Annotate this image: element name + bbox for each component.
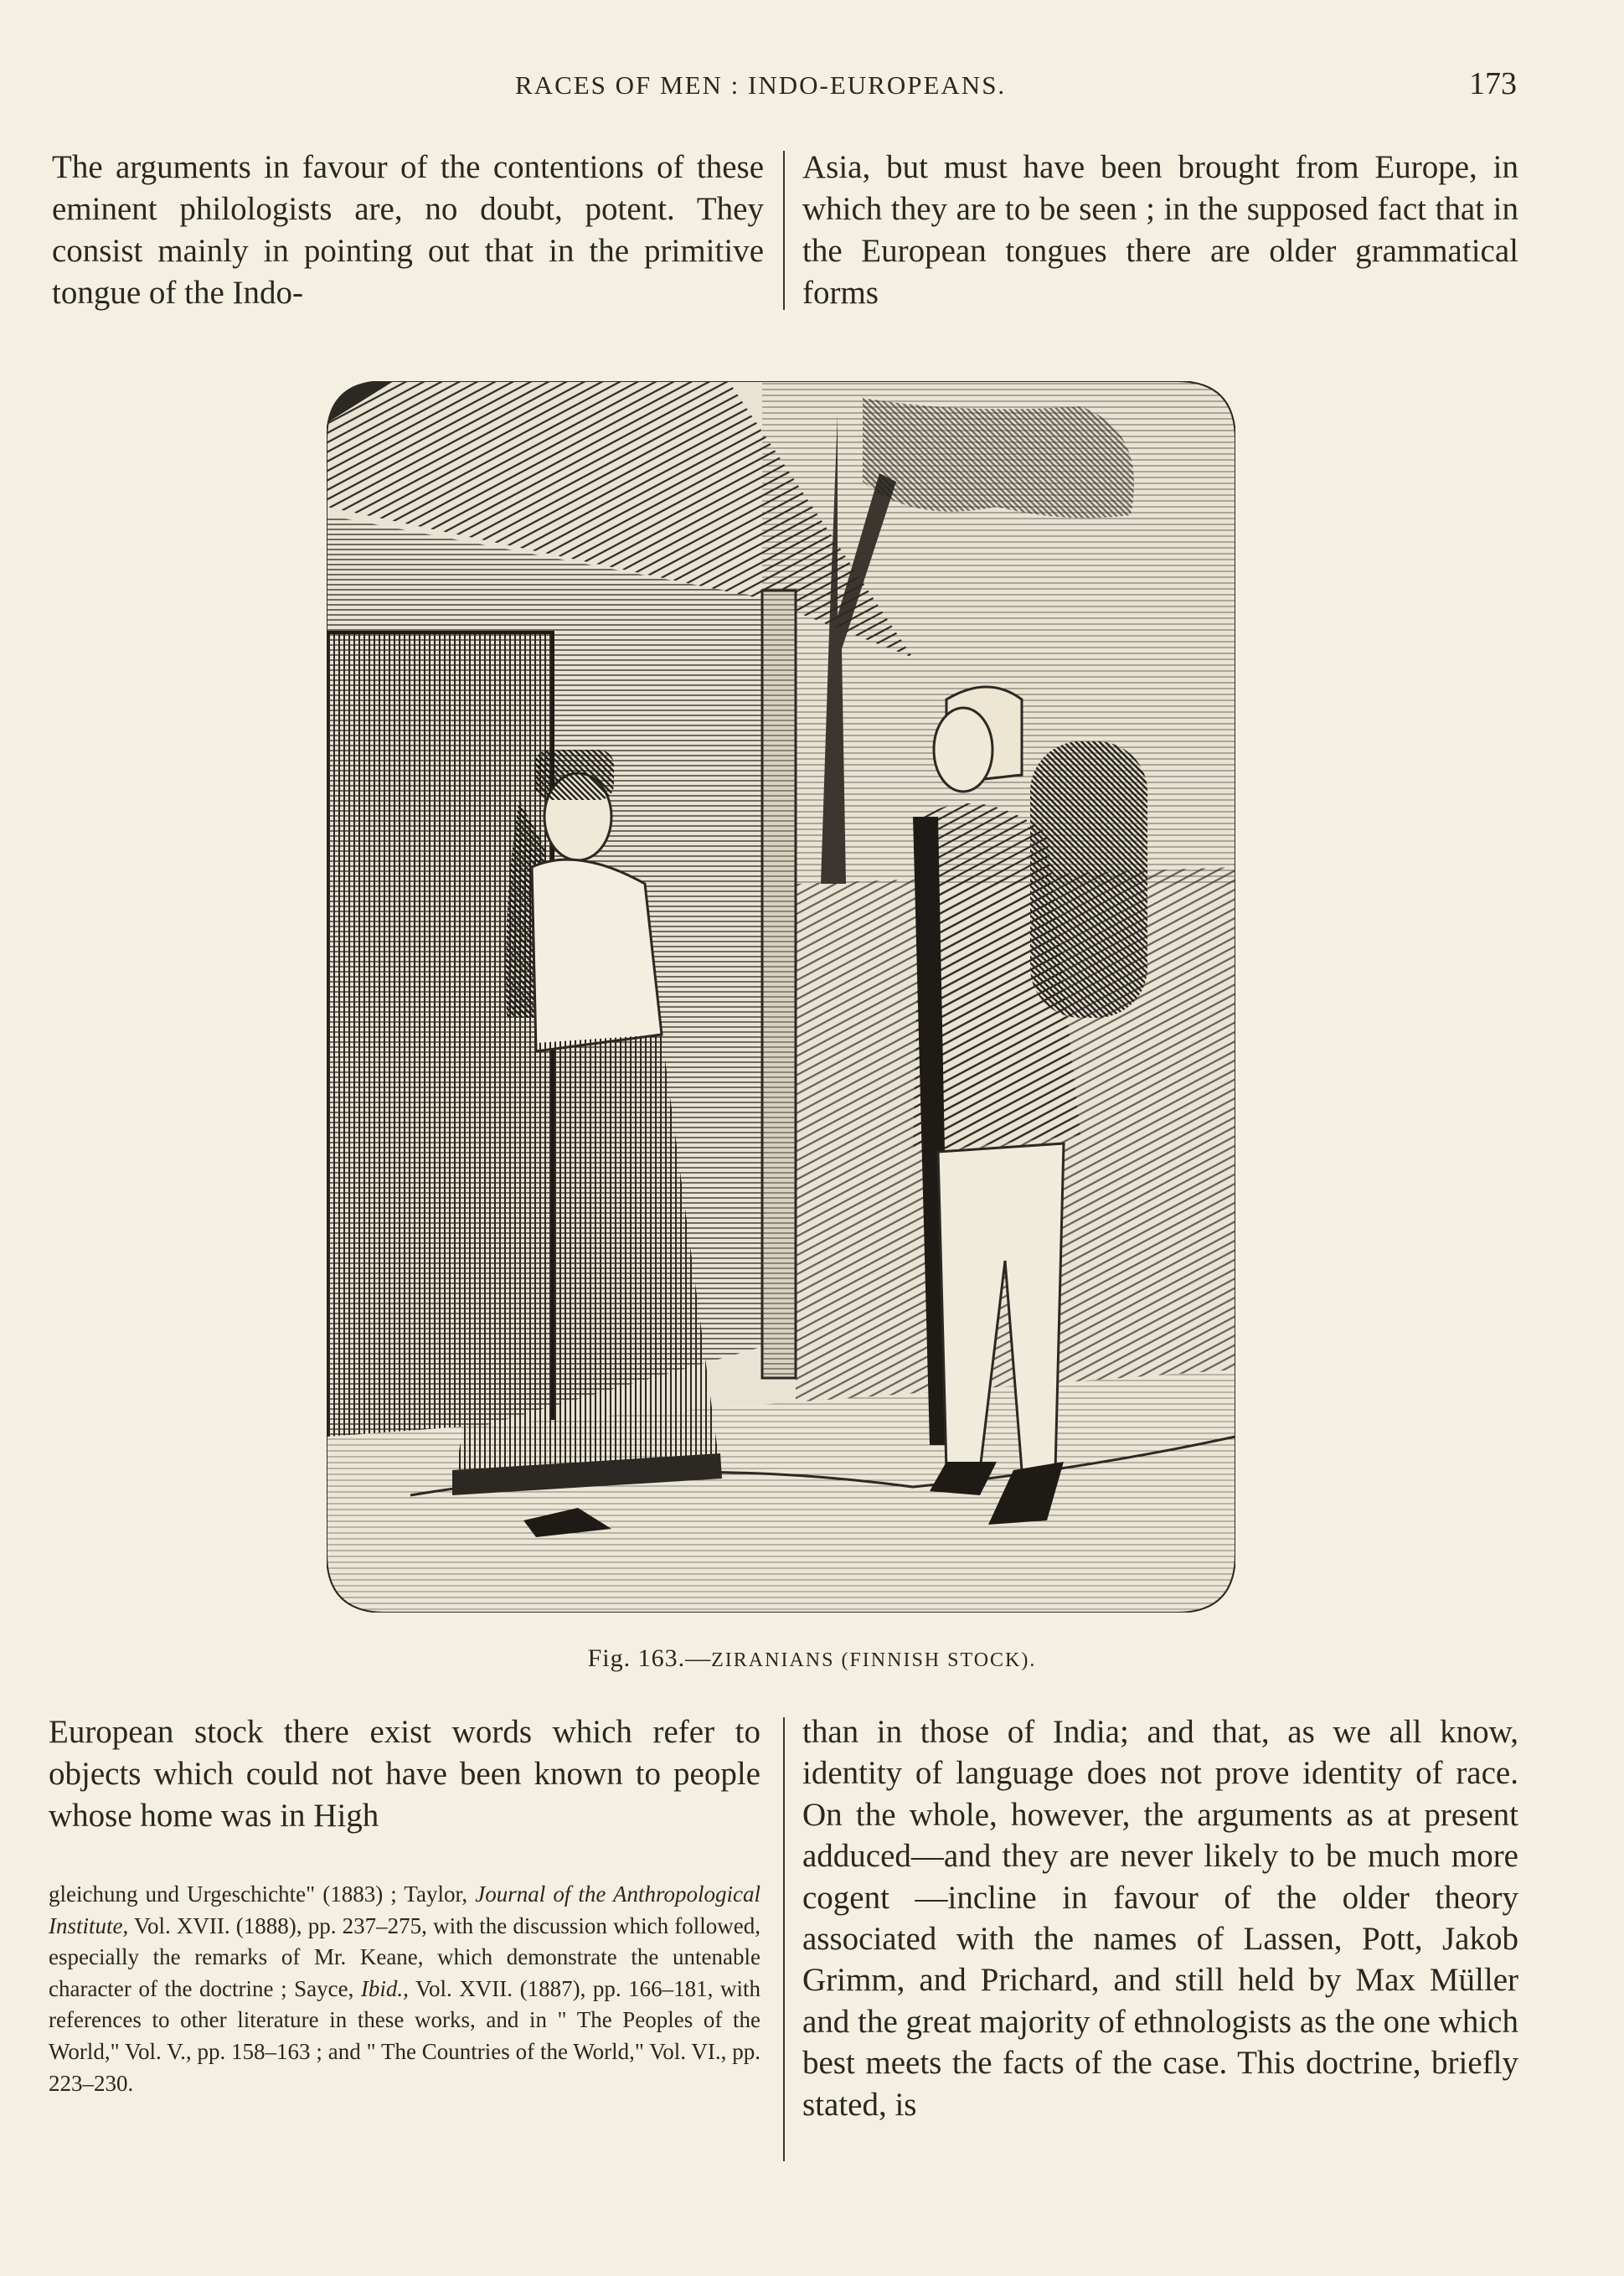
page-number: 173 [1469, 66, 1517, 101]
engraving-image [327, 381, 1235, 1613]
page-header [0, 65, 1624, 107]
column-divider [783, 151, 785, 310]
text-column-left-top [52, 147, 764, 314]
figure-caption [0, 1644, 1624, 1673]
text-column-right-bottom [802, 1711, 1518, 2125]
caption-prefix: Fig. 163.— [587, 1644, 712, 1672]
text-column-right-top [802, 147, 1518, 314]
column-divider [783, 1717, 785, 2161]
paragraph: Asia, but must have been brought from Europe, in which they are to be seen ; in the supposed fact that in the European tongues there are older grammatical forms [802, 149, 1518, 311]
footnote-text: gleichung und Urgeschichte" (1883) ; Taylor, [49, 1881, 476, 1907]
footnote-italic-title: Journal of the Anthropological Institute, [49, 1881, 760, 1938]
paragraph: than in those of India; and that, as we all know, identity of language does not prove identity of race. On the whole, however, the arguments as at present adduced—and they are never likely to be much more cogent —incline in favour of the older theory associated with the names of Lassen, Pott, Jakob Grimm, and Prichard, and still held by Max Müller and the great majority of ethnologists as the one which best meets the facts of the case. This doctrine, briefly stated, is [802, 1714, 1518, 2123]
text-column-left-bottom [49, 1711, 760, 1837]
footnote [49, 1879, 760, 2099]
running-title: RACES OF MEN : INDO-EUROPEANS. [515, 70, 1007, 100]
engraving-illustration [327, 381, 1235, 1613]
footnote-text: Vol. XVII. (1888), pp. 237–275, with the discussion which followed, especially the remarks of Mr. Keane, which demonstrate the untenable character of the doctrine ; Sayce, [49, 1912, 760, 2001]
footnote-italic-ibid: Ibid., [360, 1975, 409, 2001]
paragraph: European stock there exist words which refer to objects which could not have been known to people whose home was in High [49, 1714, 760, 1834]
caption-text: ZIRANIANS (FINNISH STOCK). [711, 1649, 1037, 1671]
footnote-text: Vol. XVII. (1887), pp. 166–181, with references to other literature in these works, and in " The Peoples of the World," Vol. V., pp. 158–163 ; and " The Countries of the World," Vol. VI., pp. 223–230. [49, 1975, 760, 2096]
paragraph: The arguments in favour of the contentions of these eminent philologists are, no doubt, potent. They consist mainly in pointing out that in the primitive tongue of the Indo- [52, 149, 764, 311]
